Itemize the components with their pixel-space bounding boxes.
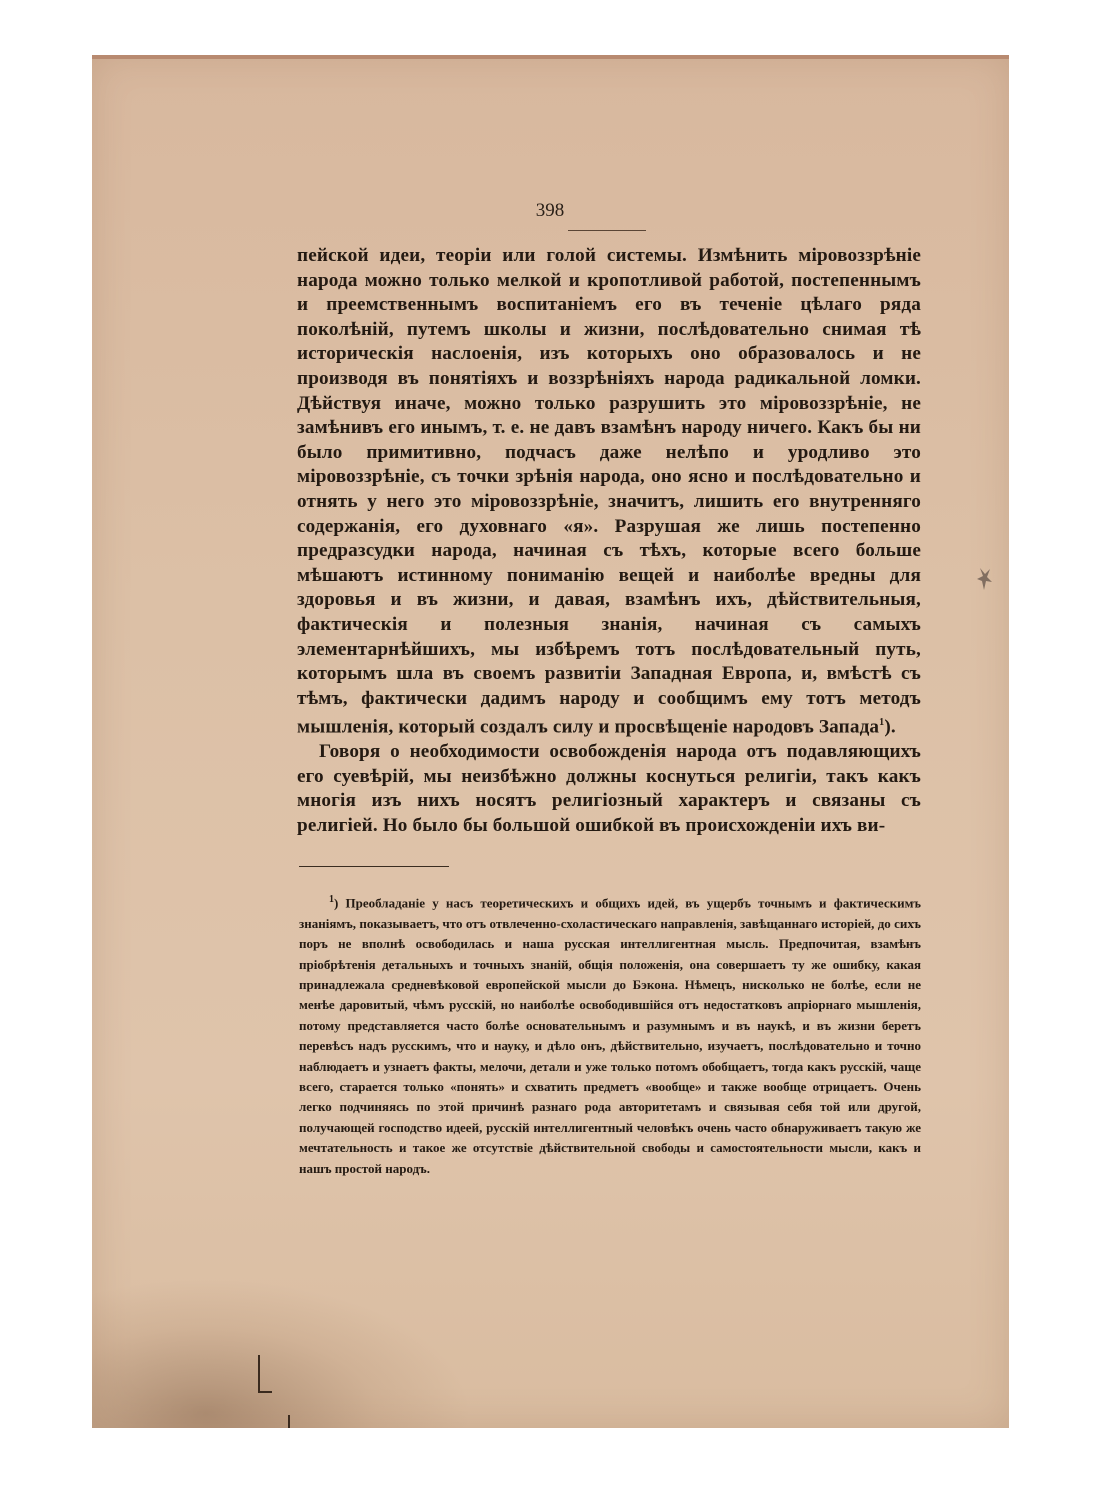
paragraph-1-end: ). — [884, 716, 896, 738]
paragraph-1-text: пейской идеи, теоріи или голой системы. Измѣнить міровоззрѣніе народа можно только мелкой и кропотливой работой, постепеннымъ и преемственнымъ воспитаніемъ его въ теченіе цѣлаго ряда поколѣній, путемъ школы и жизни, послѣдовательно снимая тѣ историческія наслоенія, изъ которыхъ оно образовалось и не производя въ понятіяхъ и воззрѣніяхъ народа радикальной ломки. Дѣйствуя иначе, можно только разрушить это міровоззрѣніе, не замѣнивъ его инымъ, т. е. не давъ взамѣнъ народу ничего. Какъ бы ни было примитивно, подчасъ даже нелѣпо и уродливо это міровоззрѣніе, съ точки зрѣнія народа, оно ясно и послѣдовательно и отнять у него это міровоззрѣніе, значитъ, лишить его внутренняго содержанія, его духовнаго «я». Разрушая же лишь постепенно предразсудки народа, начиная съ тѣхъ, которые всего больше мѣшаютъ истинному пониманію вещей и наиболѣе вредны для здоровья и въ жизни, и давая, взамѣнъ ихъ, дѣйствительныя, фактическія и полезныя знанія, начиная съ самыхъ элементарнѣйшихъ, мы избѣремъ тотъ послѣдовательный путь, которымъ шла въ своемъ развитіи Западная Европа, и, вмѣстѣ съ тѣмъ, фактически дадимъ народу и сообщимъ ему тотъ методъ мышленія, который создалъ силу и просвѣщеніе народовъ Запада — [297, 245, 921, 738]
margin-tick-mark — [288, 1415, 290, 1428]
margin-tick-mark — [258, 1355, 260, 1391]
footnote — [299, 890, 921, 1179]
footnote-reference: 1 — [879, 717, 885, 729]
footnote-marker: 1 — [329, 894, 334, 905]
paragraph-1 — [297, 244, 921, 740]
page-number-underline — [568, 230, 646, 231]
paragraph-2: Говоря о необходимости освобожденія народа отъ подавляющихъ его суевѣрій, мы неизбѣжно должны коснуться религіи, такъ какъ многія изъ нихъ носятъ религіозный характеръ и связаны съ религіей. Но было бы большой ошибкой въ происхожденіи ихъ ви- — [297, 741, 921, 837]
footnote-text: Преобладаніе у насъ теоретическихъ и общихъ идей, въ ущербъ точнымъ и фактическимъ знаніямъ, показываетъ, что отъ отвлеченно-схоластическаго направленія, завѣщаннаго исторіей, до сихъ поръ не вполнѣ освободилась и наша русская интеллигентная мысль. Предпочитая, взамѣнъ пріобрѣтенія детальныхъ и точныхъ знаній, общія положенія, она совершаетъ ту же ошибку, какая принадлежала средневѣковой европейской мысли до Бэкона. Нѣмецъ, нисколько не болѣе, если не менѣе даровитый, чѣмъ русскій, но наиболѣе освободившійся отъ недостатковъ апріорнаго мышленія, потому представляется часто болѣе основательнымъ и разумнымъ и въ наукѣ, и въ жизни беретъ перевѣсъ надъ русскимъ, что и науку, и дѣло онъ, дѣйствительно, изучаетъ, послѣдовательно и точно наблюдаетъ и узнаетъ факты, мелочи, детали и уже только потомъ обобщаетъ, тогда какъ русскій, чаще всего, старается только «понять» и схватить предметъ «вообще» и также вообще отрицаетъ. Очень легко подчиняясь по этой причинѣ разнаго рода авторитетамъ и связывая себя той или другой, получающей господство идеей, русскій интеллигентный человѣкъ очень часто обнаруживаетъ такую же мечтательность и такое же отсутствіе дѣйствительной свободы и самостоятельности мысли, какъ и нашъ простой народъ. — [299, 895, 922, 1176]
margin-tick-mark — [258, 1391, 272, 1393]
main-text — [297, 244, 921, 839]
footnote-marker-paren: ) — [334, 895, 339, 911]
page-stain — [92, 1278, 472, 1428]
page-number: 398 — [535, 200, 565, 221]
ink-blot-mark — [976, 566, 994, 592]
footnote-separator — [299, 866, 449, 867]
